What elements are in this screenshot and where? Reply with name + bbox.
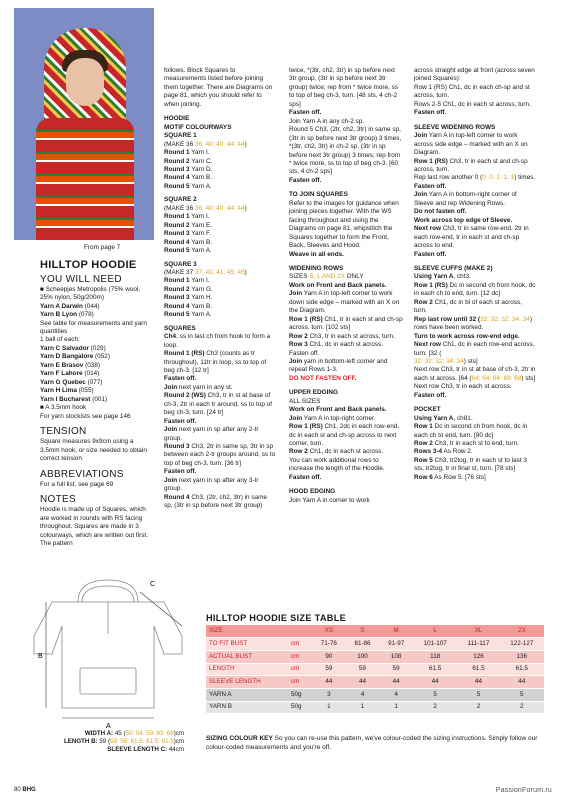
- footer-brand: BHG: [22, 787, 36, 793]
- instruction-item: Join Yarn A in top-left corner to work across side edge – marked with an X on Diagram.: [414, 132, 528, 157]
- tension-text: Square measures 9x9cm using a 3.5mm hook, or size needed to obtain correct tension: [40, 438, 147, 463]
- materials-item: Yarn G Quebec (077): [40, 378, 103, 386]
- fasten-off-text: Fasten off.: [414, 391, 447, 399]
- measurements: [56, 730, 184, 755]
- round-item: Round 5 Yarn A.: [164, 311, 212, 319]
- round-item: Round 3 Yarn D.: [164, 165, 213, 173]
- table-cell: 44: [413, 676, 457, 689]
- table-cell: 61.5: [457, 663, 499, 676]
- square-2-make: (MAKE 36 36: 40: 40: 44: 44): [164, 204, 247, 212]
- round-item: Round 4 Yarn B.: [164, 302, 213, 310]
- instruction-item: Turn to work across row-end edge.: [414, 332, 520, 340]
- column-sleeves: [414, 67, 536, 482]
- page-footer: [14, 787, 36, 795]
- instruction-item: Join Yarn A in top-right corner.: [289, 414, 376, 422]
- round5-text: Round 5 Ch3, (2tr, ch2, 3tr) in same sp, (3tr in sp before next 3tr group) 3 times, *(3tr, ch2, 3tr) in ch-2 sp, (3tr in sp before next 3tr group) 3 times; rep from * twice more, ss to top of beg ch-3. [60 sts, 4 ch-2 sps]: [289, 126, 402, 176]
- fasten-off-text: Fasten off.: [289, 109, 322, 117]
- table-cell: 2: [413, 701, 457, 714]
- widening-heading: WIDENING ROWS: [289, 264, 344, 272]
- instruction-item: Fasten off.: [164, 417, 197, 425]
- table-cell: 111-117: [457, 638, 499, 651]
- abbreviations-text: For a full list, see page 69: [40, 480, 114, 488]
- table-cell: 1: [346, 701, 380, 714]
- materials-item: Yarn D Bangalore (052): [40, 353, 110, 361]
- watermark: PassionForum.ru: [495, 787, 552, 794]
- square-2-heading: SQUARE 2: [164, 196, 197, 204]
- to-join-text: Refer to the images for guidance when joining pieces together. With the WS facing throughout and using the Diagrams on page 81, whipstitch the Squares together to form the Front, Back, Sleeves and Hood.: [289, 199, 399, 250]
- row-unit: 50g: [288, 701, 312, 714]
- pocket-instructions: [414, 415, 536, 483]
- page-number: 80: [14, 787, 21, 793]
- header-cell: 2X: [500, 625, 544, 638]
- instruction-item: Row 3 Ch1, dc in each st across. Fasten off.: [289, 341, 384, 357]
- table-row: [206, 650, 544, 663]
- instruction-item: Fasten off.: [164, 468, 197, 476]
- column-materials: [40, 258, 152, 549]
- upper-edging-heading: UPPER EDGING: [289, 389, 339, 397]
- instruction-item: Work across top edge of Sleeve.: [414, 216, 513, 224]
- table-cell: 101-107: [413, 638, 457, 651]
- table-row: [206, 701, 544, 714]
- instruction-item: Join Yarn A in bottom-right corner of Sleeve and rep Widening Rows.: [414, 191, 517, 207]
- instruction-item: Ch4, ss in last ch from hook to form a loop.: [164, 333, 271, 349]
- cuffs-next-row-2: Next row Ch3, tr in each st across.: [414, 383, 512, 391]
- instruction-item: Row 1 (RS) Ch3, tr in each st and ch-sp across, turn.: [414, 157, 528, 173]
- table-cell: 108: [379, 650, 413, 663]
- instruction-item: You can work additional rows to increase the length of the Hoodie.: [289, 456, 385, 473]
- materials-list: [40, 286, 152, 421]
- table-row: [206, 688, 544, 701]
- instruction-item: Using Yarn A, cht3.: [414, 273, 471, 281]
- row-label: SLEEVE LENGTH: [206, 676, 288, 689]
- notes-heading: NOTES: [40, 494, 76, 506]
- hoodie-schematic: [22, 576, 190, 730]
- table-cell: 122-127: [500, 638, 544, 651]
- table-cell: 5: [500, 688, 544, 701]
- notes-text: Hoodie is made up of Squares, which are worked in rounds with RS facing throughout. Squares are made in 3 colourways, which are written out first. The pattern: [40, 506, 148, 548]
- instruction-item: Row 1 (RS) Ch1, 2dc in each row-end, dc in each st and ch-sp across to next corner, turn.: [289, 423, 400, 448]
- table-cell: 118: [413, 650, 457, 663]
- materials-item: ■ Scheepjes Metropolis (75% wool, 25% nylon, 50g/200m): [40, 285, 141, 302]
- instruction-item: Row 2 Ch3, tr in each st to end, turn.: [414, 440, 519, 448]
- sleeve-widening-heading: SLEEVE WIDENING ROWS: [414, 123, 496, 131]
- instruction-item: Round 4 Ch3, (2tr, ch2, 3tr) in same sp, (3tr in sp before next 3tr group): [164, 493, 267, 510]
- table-cell: 136: [500, 650, 544, 663]
- hood-edging-text: Join Yarn A in corner to work: [289, 496, 370, 504]
- size-table-header: [206, 625, 544, 638]
- table-cell: 2: [500, 701, 544, 714]
- square-3-heading: SQUARE 3: [164, 260, 197, 268]
- row-label: YARN B: [206, 701, 288, 714]
- sleeve-cuffs-instructions: [414, 273, 536, 315]
- measure-length: LENGTH B: 59 (59: 59: 61.5: 61.5: 61.5)cm: [63, 738, 184, 746]
- row-unit: cm: [288, 638, 312, 651]
- table-row: [206, 638, 544, 651]
- round-item: Round 5 Yarn A.: [164, 247, 212, 255]
- round-item: Round 2 Yarn E.: [164, 221, 213, 229]
- table-cell: 59: [379, 663, 413, 676]
- materials-item: See table for measurements and yarn quantities: [40, 319, 147, 335]
- hood-row-1: Row 1 (RS) Ch1, dc in each ch-sp and st across, turn.: [414, 83, 530, 100]
- instruction-item: Fasten off.: [289, 473, 322, 481]
- upper-edging-instructions: [289, 406, 403, 482]
- join-yarn-a: Join Yarn A in any ch-2 sp.: [289, 117, 365, 125]
- round-item: Round 3 Yarn F.: [164, 230, 211, 238]
- materials-item: Yarn C Salvador (029): [40, 344, 106, 352]
- instruction-item: Row 1 (RS) Ch1, tr in each st and ch-sp across, turn. [102 sts]: [289, 315, 403, 332]
- round-item: Round 2 Yarn G.: [164, 285, 213, 293]
- row-label: TO FIT BUST: [206, 638, 288, 651]
- to-join-heading: TO JOIN SQUARES: [289, 191, 348, 199]
- table-cell: 3: [312, 688, 346, 701]
- motif-colourways-heading: MOTIF COLOURWAYS: [164, 123, 232, 131]
- hoodie-heading: HOODIE: [164, 115, 190, 123]
- sleeve-cuffs-instructions-2: [414, 333, 536, 358]
- instruction-item: Using Yarn A, ch81.: [414, 414, 473, 422]
- tension-heading: TENSION: [40, 425, 87, 437]
- header-cell: L: [413, 625, 457, 638]
- header-cell: XS: [312, 625, 346, 638]
- size-table: [206, 625, 544, 714]
- row-unit: 50g: [288, 688, 312, 701]
- table-cell: 100: [346, 650, 380, 663]
- materials-item: For yarn stockists see page 146: [40, 412, 131, 420]
- instruction-item: Work on Front and Back panels.: [289, 406, 387, 414]
- dimension-c-line: [140, 592, 182, 626]
- size-table-title: HILLTOP HOODIE SIZE TABLE: [206, 613, 347, 623]
- instruction-item: Next row Ch1, dc in each row-end across, turn. [32 (: [414, 341, 535, 357]
- table-cell: 4: [379, 688, 413, 701]
- materials-item: Yarn B Lyon (078): [40, 311, 94, 319]
- table-cell: 4: [346, 688, 380, 701]
- header-cell: S: [346, 625, 380, 638]
- sleeve-cuffs-heading: SLEEVE CUFFS (MAKE 2): [414, 264, 493, 272]
- label-a: A: [106, 723, 111, 730]
- table-cell: 61.5: [500, 663, 544, 676]
- photo-cardigan: [36, 118, 134, 240]
- materials-item: Yarn F Lahore (014): [40, 370, 100, 378]
- pattern-title: HILLTOP HOODIE: [40, 259, 137, 271]
- header-cell: [288, 625, 312, 638]
- round-item: Round 1 Yarn I.: [164, 213, 210, 221]
- square-1-heading: SQUARE 1: [164, 132, 197, 140]
- squares-heading: SQUARES: [164, 324, 196, 332]
- table-cell: 44: [457, 676, 499, 689]
- weave-ends: Weave in all ends.: [289, 250, 344, 258]
- row-unit: cm: [288, 663, 312, 676]
- instruction-item: Round 2 (WS) Ch3, tr in st at base of ch-3, 2tr in each tr around, ss to top of beg ch-3, turn. [24 tr]: [164, 392, 272, 417]
- table-cell: 61.5: [413, 663, 457, 676]
- cuffs-next-row: Next row Ch3, tr in st at base of ch-3, 2tr in each st across. [64 (64: 64: 64: 68: 68) sts]: [414, 366, 536, 382]
- table-cell: 5: [457, 688, 499, 701]
- round-item: Round 2 Yarn C.: [164, 157, 213, 165]
- square-1-rounds: [164, 149, 276, 191]
- table-row: [206, 663, 544, 676]
- materials-item: Yarn A Darwin (044): [40, 302, 100, 310]
- row-unit: cm: [288, 676, 312, 689]
- round4-continued: twice, *(3tr, ch2, 3tr) in sp before next 3tr group, (3tr in sp before next 3tr group) twice; rep from * twice more, ss to top of beg ch-3, turn. [48 sts, 4 ch-2 sps]: [289, 67, 399, 108]
- row-label: YARN A: [206, 688, 288, 701]
- instruction-item: Row 1 (RS) Dc in second ch from hook, dc in each ch to end, turn. [12 dc]: [414, 281, 536, 298]
- colour-key-label: SIZING COLOUR KEY: [206, 735, 273, 742]
- label-b: B: [38, 653, 43, 660]
- round-item: Round 4 Yarn B.: [164, 238, 213, 246]
- round-item: Round 1 Yarn I.: [164, 149, 210, 157]
- instruction-item: Row 2 Ch1, dc in bl of each st across, turn.: [414, 298, 522, 315]
- cuffs-next-row-sizes: 32: 32: 32: 34: 34) sts]: [414, 357, 478, 365]
- table-cell: 59: [346, 663, 380, 676]
- you-will-need-heading: YOU WILL NEED: [40, 273, 122, 285]
- square-1-make: (MAKE 36 36: 40: 40: 44: 44): [164, 140, 247, 148]
- instruction-item: Row 1 Dc in second ch from hook, dc in each ch to end, turn. [80 dc]: [414, 423, 528, 439]
- instruction-item: Round 1 (RS) Ch3 (counts as tr throughout), 11tr in loop, ss to top of beg ch-3. [12 tr]: [164, 350, 267, 374]
- instruction-item: Rows 3-4 As Row 2.: [414, 448, 473, 456]
- round-item: Round 5 Yarn A.: [164, 182, 212, 190]
- materials-item: 1 ball of each:: [40, 336, 80, 344]
- square-3-make: (MAKE 37 37: 41: 41: 45: 45): [164, 268, 247, 276]
- header-cell: M: [379, 625, 413, 638]
- instruction-item: Next row Ch3, tr in same row-end, 2tr in each row-end, tr in each st and ch-sp across to end.: [414, 225, 529, 250]
- cuffs-rep-until: Rep last row until 32 (32: 32: 32: 34: 34) rows have been worked.: [414, 315, 532, 332]
- materials-item: Yarn H Lima (055): [40, 387, 94, 395]
- round-item: Round 4 Yarn B.: [164, 174, 213, 182]
- sleeve-widening-instructions-2: [414, 183, 536, 259]
- square-2-rounds: [164, 213, 276, 255]
- instruction-item: Round 3 Ch3, 2tr in same sp, 3tr in sp between each 2-tr groups around, ss to top of beg ch-3, turn. [36 tr]: [164, 443, 276, 467]
- instruction-item: Work on Front and Back panels.: [289, 281, 387, 289]
- table-cell: 2: [457, 701, 499, 714]
- table-cell: 44: [312, 676, 346, 689]
- row-unit: cm: [288, 650, 312, 663]
- table-cell: 90: [312, 650, 346, 663]
- schematic-pocket: [80, 668, 136, 694]
- instruction-item: Row 6 As Row 5. [76 sts]: [414, 473, 486, 481]
- materials-item: ■ A 3.5mm hook: [40, 404, 87, 412]
- instruction-item: Join next yarn in sp after any 2-tr group.: [164, 426, 259, 442]
- label-c: C: [150, 581, 156, 588]
- measure-sleeve: SLEEVE LENGTH C: 44cm: [107, 746, 184, 754]
- fasten-off-text: Fasten off.: [289, 176, 322, 184]
- column-joining: [289, 67, 403, 505]
- materials-item: Yarn I Bucharest (001): [40, 395, 108, 403]
- instruction-item: Join next yarn in sp after any 3-tr group.: [164, 476, 259, 493]
- table-cell: 5: [413, 688, 457, 701]
- do-not-fasten-off: DO NOT FASTEN OFF.: [289, 374, 357, 382]
- hood-edging-continued: across straight edge at front (across seven joined Squares):: [414, 67, 535, 83]
- hood-edging-heading: HOOD EDGING: [289, 488, 336, 496]
- sleeve-rep-last-row: Rep last row another 0 (0: 0: 1: 1: 1) times.: [414, 174, 536, 182]
- materials-item: Yarn E Brasov (038): [40, 361, 101, 369]
- photo-caption: From page 7: [84, 244, 121, 251]
- instruction-item: Fasten off.: [414, 250, 447, 258]
- table-cell: 1: [379, 701, 413, 714]
- row-label: LENGTH: [206, 663, 288, 676]
- instruction-item: Do not fasten off.: [414, 208, 467, 216]
- table-cell: 44: [379, 676, 413, 689]
- table-cell: 44: [500, 676, 544, 689]
- table-cell: 59: [312, 663, 346, 676]
- round-item: Round 1 Yarn I.: [164, 277, 210, 285]
- sleeve-widening-instructions: [414, 132, 536, 174]
- schematic-hood-inner: [82, 586, 134, 602]
- widening-instructions: [289, 282, 403, 375]
- upper-edging-sizes: ALL SIZES: [289, 397, 321, 405]
- instruction-item: Fasten off.: [414, 182, 447, 190]
- photo-face: [66, 58, 104, 106]
- column-motifs: [164, 67, 276, 511]
- header-cell: XL: [457, 625, 499, 638]
- sizing-colour-key: [206, 734, 546, 752]
- instruction-item: Row 2 Ch1, dc in each st across.: [289, 448, 384, 456]
- table-cell: 126: [457, 650, 499, 663]
- table-cell: 44: [346, 676, 380, 689]
- pocket-heading: POCKET: [414, 406, 441, 414]
- row-label: ACTUAL BUST: [206, 650, 288, 663]
- instruction-item: Row 2 Ch3, tr in each st across, turn.: [289, 332, 395, 340]
- fasten-off-text: Fasten off.: [414, 109, 447, 117]
- table-row: [206, 676, 544, 689]
- instruction-item: Row 5 Ch3, tr2tog, tr in each st to last 3 sts, tr2tog, tr in final st, turn. [78 sts]: [414, 456, 527, 473]
- measure-width: WIDTH A: 45 (50: 54: 59: 63: 68)cm: [84, 730, 184, 737]
- hood-rows-2-5: Rows 2-5 Ch1, dc in each st across, turn.: [414, 100, 531, 108]
- table-cell: 1: [312, 701, 346, 714]
- header-cell: SIZE: [206, 625, 288, 638]
- widening-sizes: SIZES S, L AND 2X ONLY: [289, 273, 364, 281]
- square-3-rounds: [164, 277, 276, 319]
- intro-text: follows. Block Squares to measurements listed before joining them together. There are Diagrams on page 81, which you should refer to when joining.: [164, 67, 273, 108]
- instruction-item: Join Yarn A in top-left corner to work down side edge – marked with an X on the Diagram.: [289, 290, 400, 315]
- table-cell: 81-86: [346, 638, 380, 651]
- round-item: Round 3 Yarn H.: [164, 294, 213, 302]
- squares-instructions: [164, 333, 276, 511]
- hero-photo: [14, 8, 154, 240]
- abbreviations-heading: ABBREVIATIONS: [40, 468, 124, 480]
- colour-key-text: So you can re-use this pattern, we've colour-coded the sizing instructions. Simply follow our colour-coded measurements and you're off.: [206, 735, 538, 752]
- table-cell: 91-97: [379, 638, 413, 651]
- instruction-item: Join next yarn in any st.: [164, 383, 233, 391]
- instruction-item: Join yarn in bottom-left corner and repeat Rows 1-3.: [289, 357, 388, 374]
- instruction-item: Fasten off.: [164, 375, 197, 383]
- table-cell: 71-76: [312, 638, 346, 651]
